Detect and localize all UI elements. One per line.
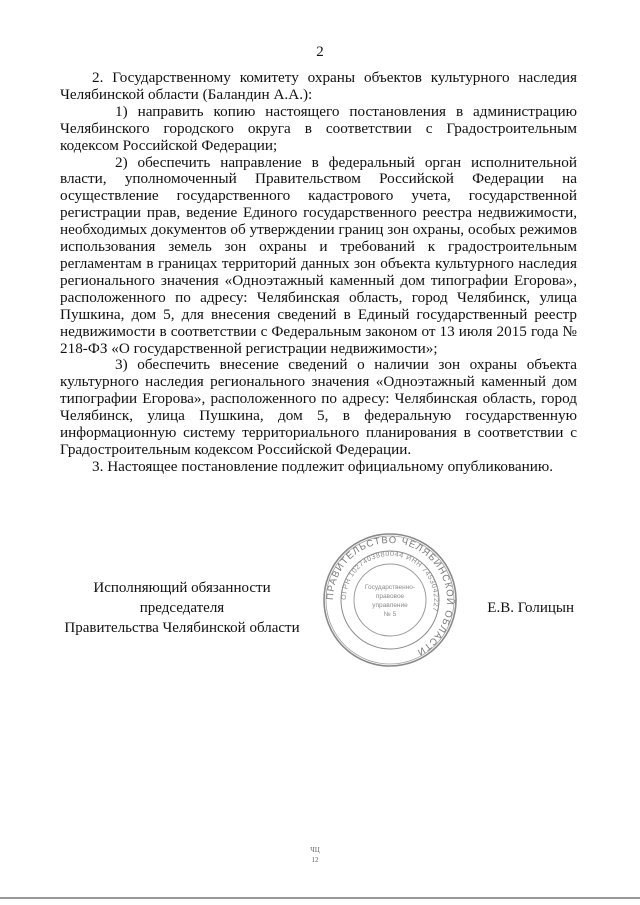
paragraph-subitem-2: 2) обеспечить направление в федеральный орган исполнительной власти, уполномоченный Правительством Российской Федерации на осуществление государственного кадастрового учета, государственной регистрации прав, ведение Единого государственного реестра недвижимости, необходимых документов об утверждении границ зон охраны, особых режимов использования земель зон охраны и требований к градостроительным регламентам в границах территорий данных зон объекта культурного наследия регионального значения «Одноэтажный каменный дом типографии Егорова», расположенного по адресу: Челябинская область, город Челябинск, улица Пушкина, дом 5, для внесения сведений в Единый государственный реестр недвижимости в соответствии с Федеральным законом от 13 июля 2015 года № 218-ФЗ «О государственной регистрации недвижимости»; <box>60 153 577 357</box>
paragraph-subitem-1: 1) направить копию настоящего постановления в администрацию Челябинского городского округа в соответствии с Градостроительным кодексом Российской Федерации; <box>60 102 577 154</box>
bottom-mark-1: ЧЦ <box>310 846 320 854</box>
bottom-mark-2: 12 <box>311 856 319 864</box>
page-bottom-border <box>0 897 640 899</box>
paragraph-item-3: 3. Настоящее постановление подлежит официальному опубликованию. <box>92 457 554 475</box>
paragraph-item-2: 2. Государственному комитету охраны объектов культурного наследия Челябинской области (Баландин А.А.): <box>60 69 577 103</box>
signatory-position-line-2: Правительства Челябинской области <box>64 620 300 636</box>
paragraph-subitem-3: 3) обеспечить внесение сведений о наличии зон охраны объекта культурного наследия регионального значения «Одноэтажный каменный дом типографии Егорова», расположенного по адресу: Челябинская область, город Челябинск, улица Пушкина, дом 5, в федеральную государственную информационную систему территориального планирования в соответствии с Градостроительным кодексом Российской Федерации. <box>60 356 577 458</box>
signatory-position-line-1: Исполняющий обязанности председателя <box>93 580 271 616</box>
official-seal <box>320 530 460 670</box>
signatory-position <box>52 578 312 638</box>
bottom-marks <box>270 845 360 865</box>
page-number: 2 <box>316 44 324 60</box>
seal-inner-line-4: № 5 <box>383 611 397 618</box>
seal-outer-text: ПРАВИТЕЛЬСТВО ЧЕЛЯБИНСКОЙ ОБЛАСТИ <box>324 534 456 658</box>
signatory-name: Е.В. Голицын <box>487 600 574 616</box>
seal-numbers-text: ОГРН 1027403880044 ИНН 7453042227 <box>340 550 440 613</box>
seal-inner-line-2: правовое <box>375 593 405 600</box>
seal-inner-line-3: управление <box>372 602 408 609</box>
document-body <box>60 70 577 476</box>
seal-inner-line-1: Государственно- <box>364 584 416 591</box>
